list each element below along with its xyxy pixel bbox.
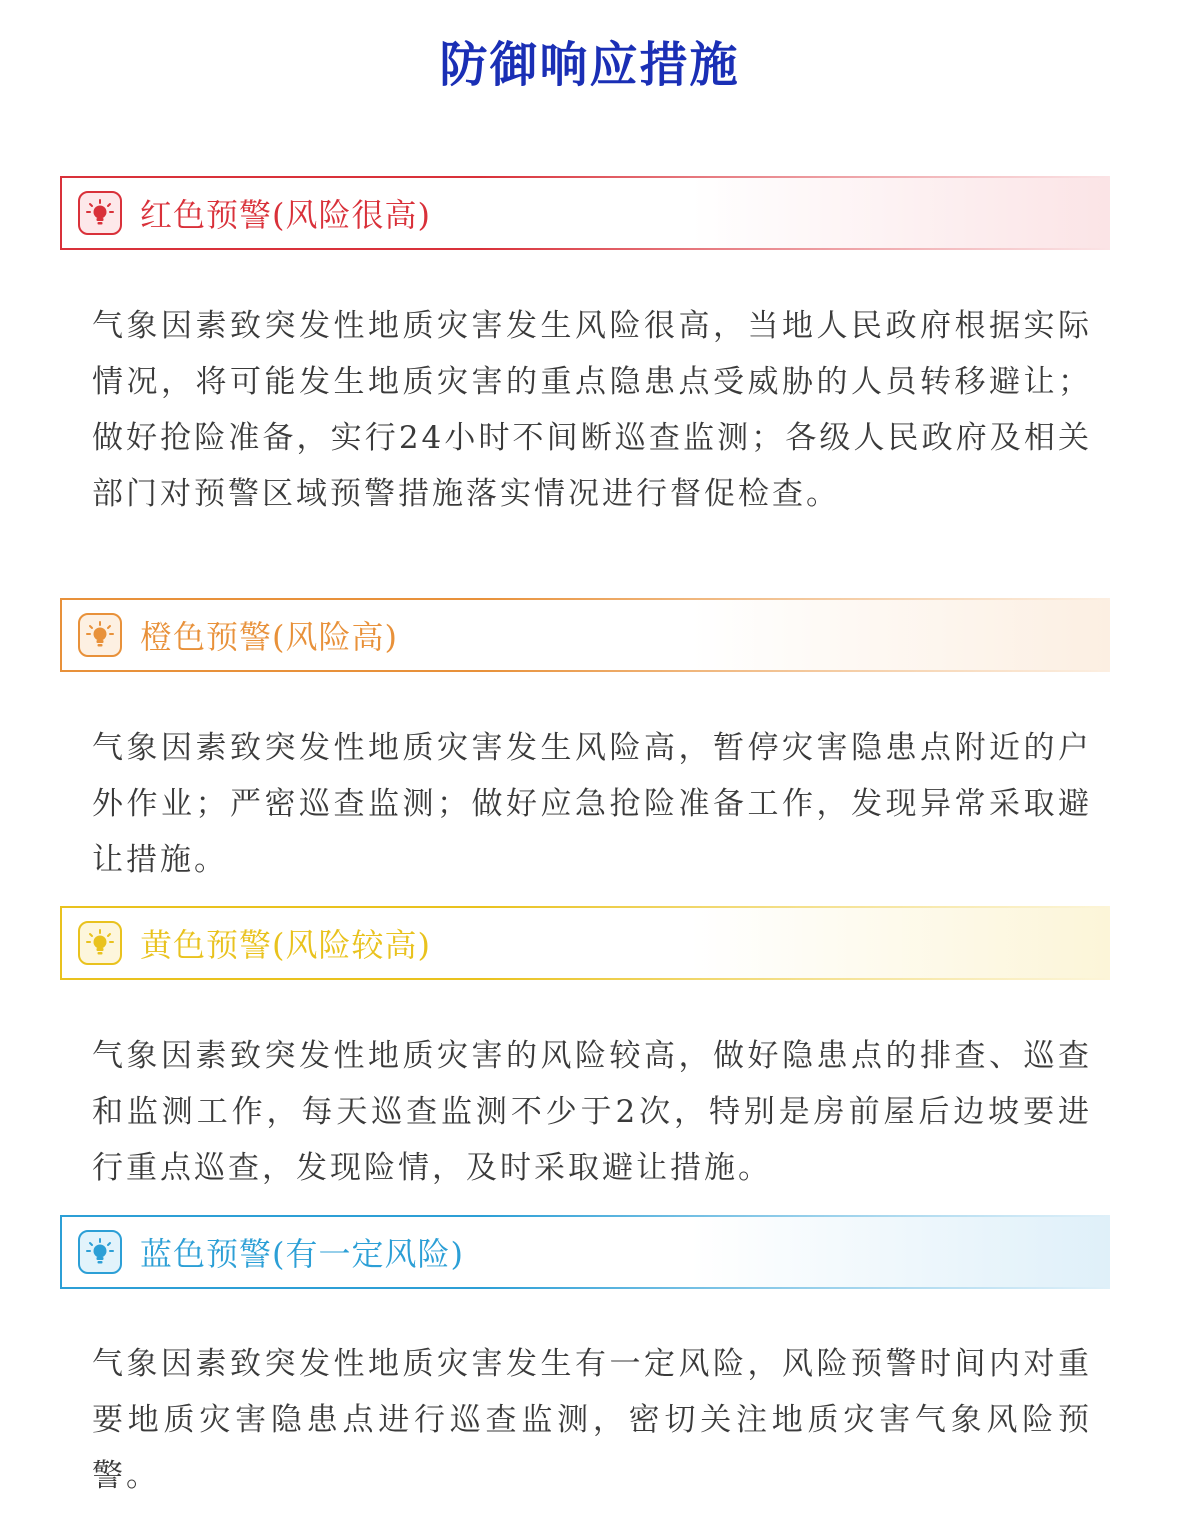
yellow-warning-text: 气象因素致突发性地质灾害的风险较高，做好隐患点的排查、巡查和监测工作，每天巡查监测不少于2次，特别是房前屋后边坡要进行重点巡查，发现险情，及时采取避让措施。 <box>92 1038 1092 1186</box>
orange-warning-text: 气象因素致突发性地质灾害发生风险高，暂停灾害隐患点附近的户外作业；严密巡查监测；做好应急抢险准备工作，发现异常采取避让措施。 <box>92 730 1092 878</box>
yellow-warning-label: 黄色预警(风险较高) <box>140 926 431 964</box>
orange-warning-label: 橙色预警(风险高) <box>140 618 398 656</box>
blue-warning-header <box>60 1215 1110 1289</box>
page-title: 防御响应措施 <box>439 37 740 93</box>
blue-warning-text: 气象因素致突发性地质灾害发生有一定风险，风险预警时间内对重要地质灾害隐患点进行巡查监测，密切关注地质灾害气象风险预警。 <box>92 1346 1092 1494</box>
orange-warning-header <box>60 598 1110 672</box>
red-warning-header <box>60 176 1110 250</box>
red-warning-label: 红色预警(风险很高) <box>140 196 431 234</box>
lightbulb-icon <box>78 921 122 965</box>
lightbulb-icon <box>78 1230 122 1274</box>
lightbulb-icon <box>78 613 122 657</box>
blue-warning-label: 蓝色预警(有一定风险) <box>140 1235 464 1273</box>
lightbulb-icon <box>78 191 122 235</box>
yellow-warning-header <box>60 906 1110 980</box>
red-warning-text: 气象因素致突发性地质灾害发生风险很高，当地人民政府根据实际情况，将可能发生地质灾害的重点隐患点受威胁的人员转移避让；做好抢险准备，实行24小时不间断巡查监测；各级人民政府及相关部门对预警区域预警措施落实情况进行督促检查。 <box>92 308 1092 512</box>
